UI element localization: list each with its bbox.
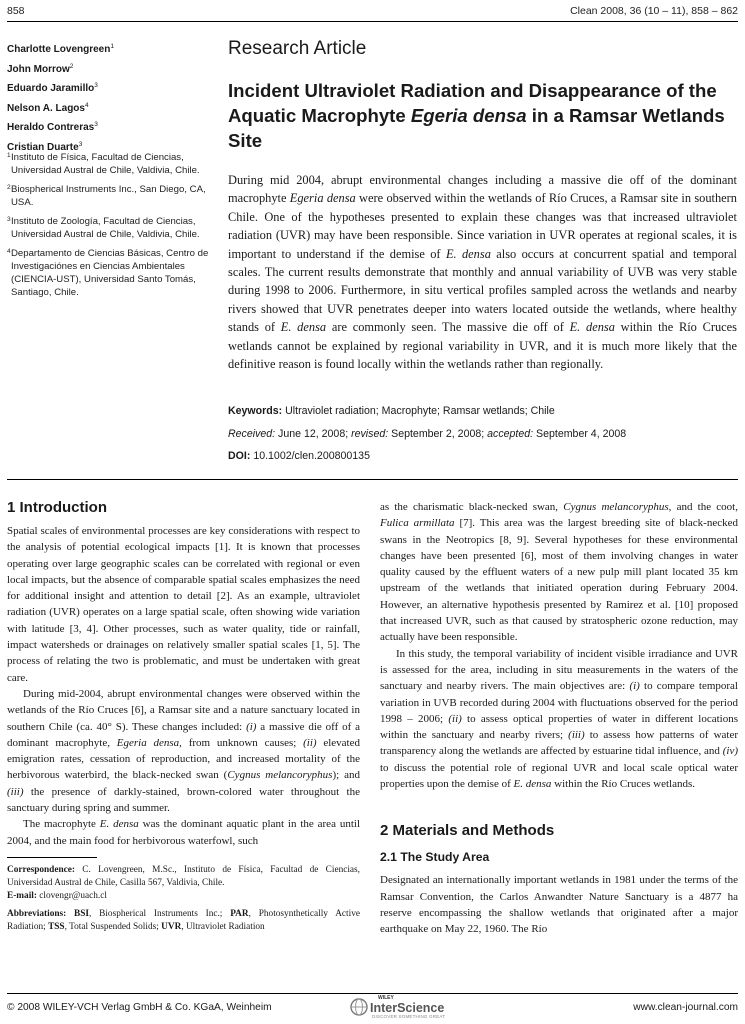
introduction-continued (380, 499, 738, 792)
subsection-heading-study-area: 2.1 The Study Area (380, 850, 490, 865)
header-rule (7, 21, 738, 22)
keywords: Keywords: Ultraviolet radiation; Macrophyte; Ramsar wetlands; Chile (228, 405, 555, 417)
author: Eduardo Jaramillo$^3$ (7, 82, 98, 94)
study-area-body (380, 872, 738, 937)
paragraph: During mid-2004, abrupt environmental changes were observed within the wetlands of the Río Cruces [6], a Ramsar site and a nature sanctuary located in southern Chile (ca. 40° S). These changes included: (i) a massive die off of a dominant macrophyte, Egeria densa, from unknown causes; (ii) elevated emigration rates, cessation of reproduction, and increased mortality of the herbivorous waterbird, the black-necked swan (Cygnus melancoryphus); and (iii) the presence of darkly-stained, brown-colored water throughout the sanctuary during spring and summer. (7, 687, 360, 815)
introduction-body (7, 523, 360, 849)
page-number: 858 (7, 5, 25, 17)
logo-tagline: DISCOVER SOMETHING GREAT (372, 1014, 446, 1019)
article-history: Received: June 12, 2008; revised: September 2, 2008; accepted: September 4, 2008 (228, 428, 627, 440)
journal-url[interactable]: www.clean-journal.com (633, 1002, 738, 1013)
email-link[interactable]: clovengr@uach.cl (36, 890, 107, 901)
affiliation: 2 Biospherical Instruments Inc., San Diego, CA, USA. (7, 184, 206, 208)
left-column (7, 499, 360, 934)
paragraph: Spatial scales of environmental processes are key considerations with respect to the analysis of potential ecological impacts [1]. It is known that processes operating over large geographic scales can be correlated with regional or even local impacts, but the absence of comparable spatial scales emphasizes the need for additional insight and attention to detail [2]. As an example, ultraviolet radiation (UVR) operates on a large spatial scale, often showing wide variation with latitude [3, 4]. Other processes, such as water quality, tide or rainfall, impact watersheds or drainages on relatively smaller spatial scales [1, 5]. The process of relating the two is problematic, and must be undertaken with great care. (7, 525, 360, 684)
paragraph: as the charismatic black-necked swan, Cygnus melancoryphus, and the coot, Fulica armillata [7]. This area was the largest breeding site of black-necked swans in the Neotropics [8, 9]. Several hypotheses for these environmental changes have been presented [6], most of them involving changes in water quality caused by the effluent waters of a new pulp mill plant located 35 km upstream of the wetlands that initiated operation during February 2004. However, an alternative hypothesis presented by Ramirez et al. [10] proposed that increased UVR, such as that caused by stratospheric ozone reduction, may actually have been responsible. (380, 501, 738, 644)
section-heading-materials-methods: 2 Materials and Methods (380, 822, 555, 840)
interscience-globe-icon (348, 994, 370, 1018)
author: Nelson A. Lagos$^4$ (7, 101, 89, 114)
affiliation: 1 Instituto de Física, Facultad de Ciencias, Universidad Austral de Chile, Valdivia, Chile. (7, 152, 200, 176)
author: Cristian Duarte$^3$ (7, 140, 83, 153)
abbreviations-footnote: Abbreviations: BSI, Biospherical Instruments Inc.; PAR, Photosynthetically Active Radiation; TSS, Total Suspended Solids; UVR, Ultraviolet Radiation (7, 909, 360, 933)
section-heading-introduction: 1 Introduction (7, 499, 107, 516)
author: John Morrow$^2$ (7, 62, 74, 75)
article-title: Incident Ultraviolet Radiation and Disappearance of the Aquatic Macrophyte Egeria densa in a Ramsar Wetlands Site (228, 80, 725, 151)
footnote-rule (7, 857, 97, 858)
abstract: During mid 2004, abrupt environmental changes including a massive die off of the dominant macrophyte Egeria densa were observed within the wetlands of Río Cruces, a Ramsar site in southern Chile. One of the hypotheses presented to explain these changes was that increased ultraviolet radiation (UVR) may have been responsible. Since variation in UVR operates at regional scales, it is important to understand if the demise of E. densa also occurs at concurrent spatial and temporal scales. The current results demonstrate that monthly and annual variability of UVB was very stable during 1998 to 2006. Furthermore, in situ vertical profiles sampled across the wetlands and nearby rivers showed that UVR penetrates deeper into waters located outside the wetlands, where healthy stands of E. densa are commonly seen. The massive die off of E. densa within the Río Cruces wetlands cannot be explained by regional variability in UVR, and it is much more likely that the definitive reason is found locally within the wetlands rather than regionally. (228, 173, 738, 372)
doi: DOI: 10.1002/clen.200800135 (228, 450, 370, 462)
copyright-notice: © 2008 WILEY-VCH Verlag GmbH & Co. KGaA, Weinheim (7, 1002, 272, 1013)
article-type: Research Article (228, 38, 367, 59)
right-column (380, 499, 738, 938)
section-divider (7, 479, 738, 480)
correspondence-footnote: Correspondence: C. Lovengreen, M.Sc., Instituto de Física, Facultad de Ciencias, Universidad Austral de Chile, Casilla 567, Valdivia, Chile. E-mail: clovengr@uach.cl (7, 864, 360, 901)
logo-wordmark: InterScience (370, 1001, 445, 1015)
affiliation-list (7, 151, 212, 305)
paragraph: In this study, the temporal variability of incident visible irradiance and UVR is assessed for the area, including in situ measurements in the waters of the sanctuary and nearby rivers. The main objectives are: (i) to compare temporal variation in UVB recorded during 2004 with fluctuations observed for the period 1998 – 2006; (ii) to assess optical properties of water in different locations within the sanctuary and nearby rivers; (iii) to assess how patterns of water transparency along the wetlands are affected by estuarine tidal influence, and (iv) to discuss the potential role of regional UVR and local scale optical water properties upon the demise of E. densa within the Río Cruces wetlands. (380, 647, 739, 791)
affiliation: 3 Instituto de Zoología, Facultad de Ciencias, Universidad Austral de Chile, Valdivia, Chile. (7, 216, 200, 240)
paragraph: Designated an internationally important wetlands in 1981 under the terms of the Ramsar Convention, the Carlos Anwandter Nature Sanctuary is a 4877 ha reserve encompassing the shallow wetlands that originated after a major earthquake on May 22, 1960. The Río (380, 874, 738, 936)
author: Charlotte Lovengreen$^1$ (7, 43, 114, 55)
affiliation: 4 Departamento de Ciencias Básicas, Centro de Investigaciónes en Ciencias Ambientales (CIENCIA-UST), Universidad Santo Tomás, Santiago, Chile. (7, 248, 209, 298)
author: Heraldo Contreras$^3$ (7, 121, 98, 133)
interscience-logo (348, 994, 488, 1020)
author-list (7, 39, 212, 156)
running-header (7, 5, 738, 19)
logo-publisher: WILEY (378, 995, 394, 1001)
journal-citation: Clean 2008, 36 (10 – 11), 858 – 862 (570, 5, 738, 17)
paragraph: The macrophyte E. densa was the dominant aquatic plant in the area until 2004, and the main food for herbivorous waterfowl, such (7, 818, 360, 847)
